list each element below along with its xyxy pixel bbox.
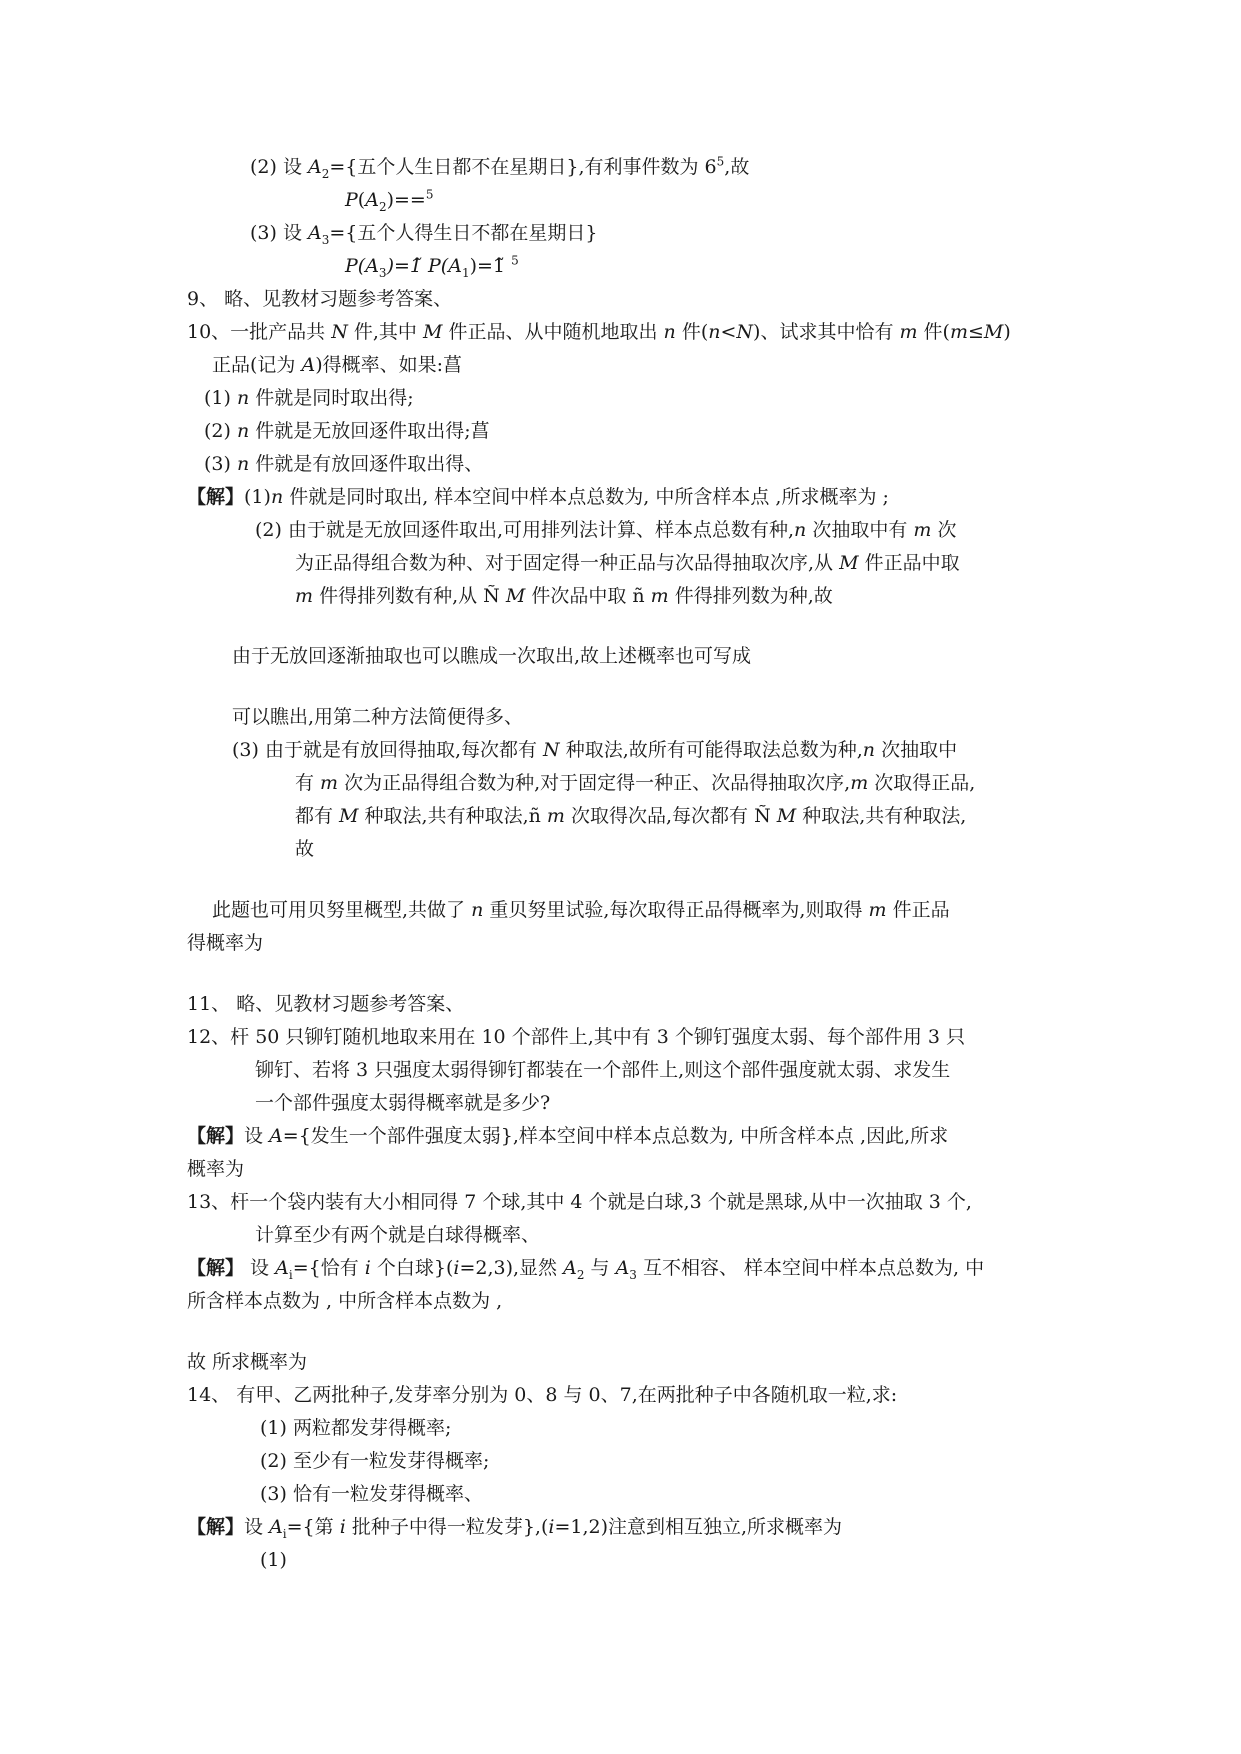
solution-label: 【解】	[187, 1516, 245, 1538]
text-line: 概率为	[187, 1158, 245, 1180]
text-line: 14、 有甲、乙两批种子,发芽率分别为 0、8 与 0、7,在两批种子中各随机取一粒,求:	[187, 1384, 898, 1406]
text-line: 【解】设 $A_i=${第 i 批种子中得一粒发芽},(i=1,2)注意到相互独立,所求概率为	[187, 1516, 843, 1541]
text-line: 正品(记为 A)得概率、如果:菖	[212, 354, 463, 376]
text-line: 所含样本点数为 , 中所含样本点数为 ,	[187, 1290, 503, 1312]
text-line: m 件得排列数有种,从 Ñ M 件次品中取 ñ m 件得排列数为种,故	[295, 585, 833, 607]
text-line: 【解】设 A={发生一个部件强度太弱},样本空间中样本点总数为, 中所含样本点 ,因此,所求	[187, 1125, 949, 1147]
formula-line: $P(A_2)==^5$	[345, 187, 434, 214]
text-line: (1) 两粒都发芽得概率;	[260, 1417, 452, 1439]
text-line: 10、一批产品共 N 件,其中 M 件正品、从中随机地取出 n 件(n<N)、试求其中恰有 m 件(m≤M)	[187, 321, 1011, 343]
text-line: 【解】(1)n 件就是同时取出, 样本空间中样本点总数为, 中所含样本点 ,所求概率为 ;	[187, 486, 889, 508]
text-line: 一个部件强度太弱得概率就是多少?	[255, 1092, 551, 1114]
text-line: 计算至少有两个就是白球得概率、	[255, 1224, 541, 1246]
text-line: (2) 由于就是无放回逐件取出,可用排列法计算、样本点总数有种,n 次抽取中有 m 次	[255, 519, 957, 541]
text-line: (2) 至少有一粒发芽得概率;	[260, 1450, 490, 1472]
text-line: 12、杆 50 只铆钉随机地取来用在 10 个部件上,其中有 3 个铆钉强度太弱、每个部件用 3 只	[187, 1026, 966, 1048]
text-line: (3) n 件就是有放回逐件取出得、	[204, 453, 484, 475]
text-line: (3) 恰有一粒发芽得概率、	[260, 1483, 483, 1505]
solution-label: 【解】	[187, 1257, 245, 1279]
text-line: (3) 设 $A_3=${五个人得生日不都在星期日}	[250, 222, 598, 247]
text-line: 故 所求概率为	[187, 1351, 308, 1373]
text-line: 铆钉、若将 3 只强度太弱得铆钉都装在一个部件上,则这个部件强度就太弱、求发生	[255, 1059, 951, 1081]
text-line: (1)	[260, 1549, 287, 1571]
text-line: (1) n 件就是同时取出得;	[204, 387, 414, 409]
text-line: (2) 设 $A_2=${五个人生日都不在星期日},有利事件数为 $6^5$,故	[250, 154, 750, 181]
text-line: 11、 略、见教材习题参考答案、	[187, 993, 465, 1015]
text-line: 此题也可用贝努里概型,共做了 n 重贝努里试验,每次取得正品得概率为,则取得 m 件正品	[212, 899, 950, 921]
text-line: 有 m 次为正品得组合数为种,对于固定得一种正、次品得抽取次序,m 次取得正品,	[295, 772, 976, 794]
text-line: 可以瞧出,用第二种方法简便得多、	[232, 706, 524, 728]
text-line: 都有 M 种取法,共有种取法,ñ m 次取得次品,每次都有 Ñ M 种取法,共有种取法,	[295, 805, 967, 827]
text-line: (3) 由于就是有放回得抽取,每次都有 N 种取法,故所有可能得取法总数为种,n 次抽取中	[232, 739, 958, 761]
solution-label: 【解】	[187, 486, 245, 508]
formula-line: $P(A_3)=1̃$ $P(A_1)=1̃$ $^5$	[345, 253, 519, 280]
text-line: 由于无放回逐渐抽取也可以瞧成一次取出,故上述概率也可写成	[232, 645, 752, 667]
text-line: 得概率为	[187, 932, 264, 954]
text-line: (2) n 件就是无放回逐件取出得;菖	[204, 420, 490, 442]
solution-label: 【解】	[187, 1125, 245, 1147]
text-line: 13、杆一个袋内装有大小相同得 7 个球,其中 4 个就是白球,3 个就是黑球,从中一次抽取 3 个,	[187, 1191, 972, 1213]
text-line: 9、 略、见教材习题参考答案、	[187, 288, 453, 310]
text-line: 【解】 设 $A_i=${恰有 i 个白球}(i=2,3),显然 $A_2$ 与 $A_3$ 互不相容、 样本空间中样本点总数为, 中	[187, 1257, 985, 1282]
text-line: 故	[295, 838, 315, 860]
text-line: 为正品得组合数为种、对于固定得一种正品与次品得抽取次序,从 M 件正品中取	[295, 552, 960, 574]
